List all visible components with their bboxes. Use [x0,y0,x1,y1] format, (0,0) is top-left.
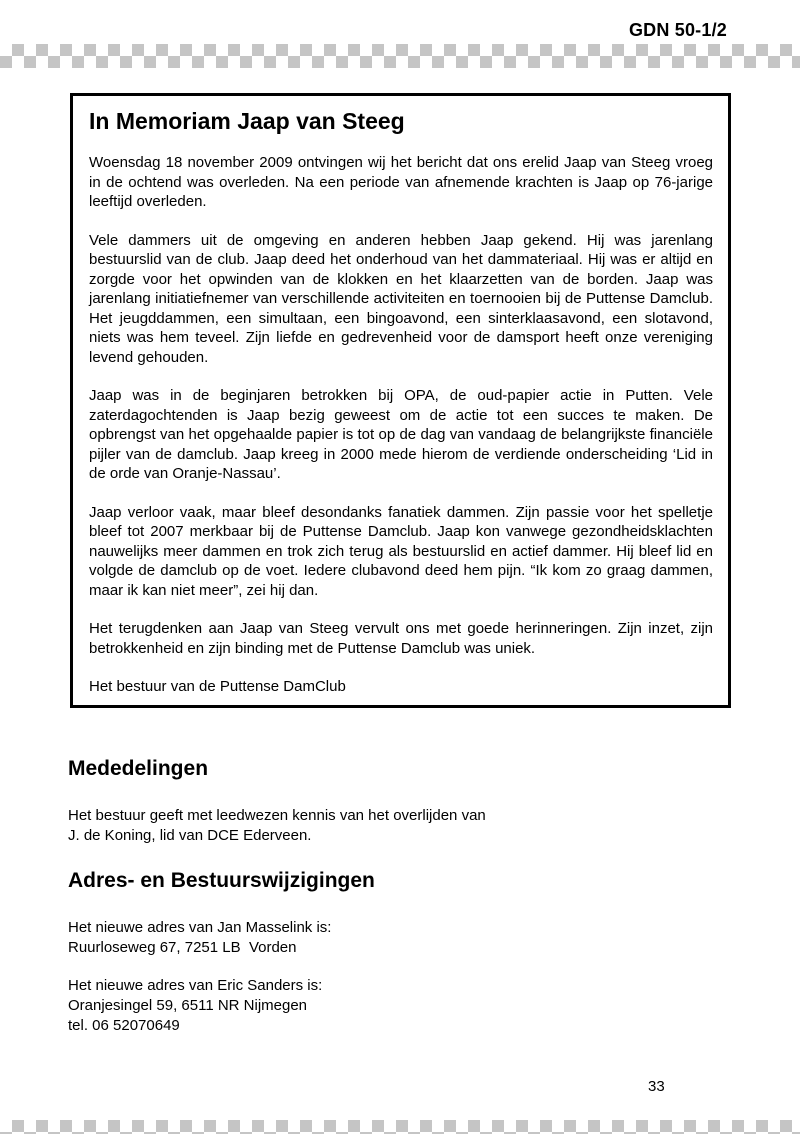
page-number: 33 [648,1078,665,1095]
announcement-line-2: J. de Koning, lid van DCE Ederveen. [68,827,312,844]
checkered-band-bottom [0,1120,800,1134]
memoriam-paragraph-2: Vele dammers uit de omgeving en anderen hebben Jaap gekend. Hij was jarenlang bestuurslid van de club. Jaap deed het onderhoud van het dammateriaal. Hij was er altijd en zorgde voor het opwinden van de klokken en het klaarzetten van de borden. Jaap was jarenlang initiatiefnemer van verschillende activiteiten en toernooien bij de Puttense Damclub. Het jeugddammen, een simultaan, een bingoavond, een sinterklaasavond, een slotavond, niets was hem teveel. Zijn liefde en gedrevenheid voor de damsport heeft onze vereniging levend gehouden. [89,231,713,366]
announcements-title: Mededelingen [68,757,209,780]
address-intro-line: Het nieuwe adres van Eric Sanders is: [68,977,323,994]
issue-label: GDN 50-1/2 [628,20,727,40]
memoriam-signature: Het bestuur van de Puttense DamClub [89,678,346,695]
address-intro-line: Het nieuwe adres van Jan Masselink is: [68,919,332,936]
address-street-line: Oranjesingel 59, 6511 NR Nijmegen [68,997,308,1014]
announcements-body [68,806,486,846]
address-changes-title: Adres- en Bestuurswijzigingen [68,869,375,892]
memoriam-paragraph-3: Jaap was in de beginjaren betrokken bij OPA, de oud-papier actie in Putten. Vele zaterdagochtenden is Jaap bezig geweest om de actie tot een succes te maken. De opbrengst van het opgehaalde papier is tot op de dag van vandaag de belangrijkste financiële pijler van de damclub. Jaap kreeg in 2000 mede hierom de verdiende onderscheiding ‘Lid in de orde van Oranje-Nassau’. [89,387,713,482]
address-phone-line: tel. 06 52070649 [68,1017,180,1034]
memoriam-paragraph-5: Het terugdenken aan Jaap van Steeg vervult ons met goede herinneringen. Zijn inzet, zijn betrokkenheid en zijn binding met de Puttense Damclub was uniek. [89,620,713,657]
address-entry-sanders [68,976,322,1036]
memoriam-paragraph-4: Jaap verloor vaak, maar bleef desondanks fanatiek dammen. Zijn passie voor het spelletje bleef tot 2007 merkbaar bij de Puttense Damclub. Jaap kon vanwege gezondheidsklachten nauwelijks meer dammen en trok zich terug als bestuurslid en actief dammer. Hij bleef lid en volgde de damclub op de voet. Iedere clubavond deed hem pijn. “Ik kom zo graag dammen, maar ik kan niet meer”, zei hij dan. [89,503,713,599]
address-entry-masselink [68,918,331,958]
memoriam-title: In Memoriam Jaap van Steeg [89,108,405,134]
address-street-line: Ruurloseweg 67, 7251 LB Vorden [68,939,297,956]
in-memoriam-box [70,93,731,708]
checkered-band-top [0,44,800,68]
announcement-line-1: Het bestuur geeft met leedwezen kennis van het overlijden van [68,807,486,824]
memoriam-paragraph-1: Woensdag 18 november 2009 ontvingen wij het bericht dat ons erelid Jaap van Steeg vroeg in de ochtend was overleden. Na een periode van afnemende krachten is Jaap op 76-jarige leeftijd overleden. [89,154,713,210]
